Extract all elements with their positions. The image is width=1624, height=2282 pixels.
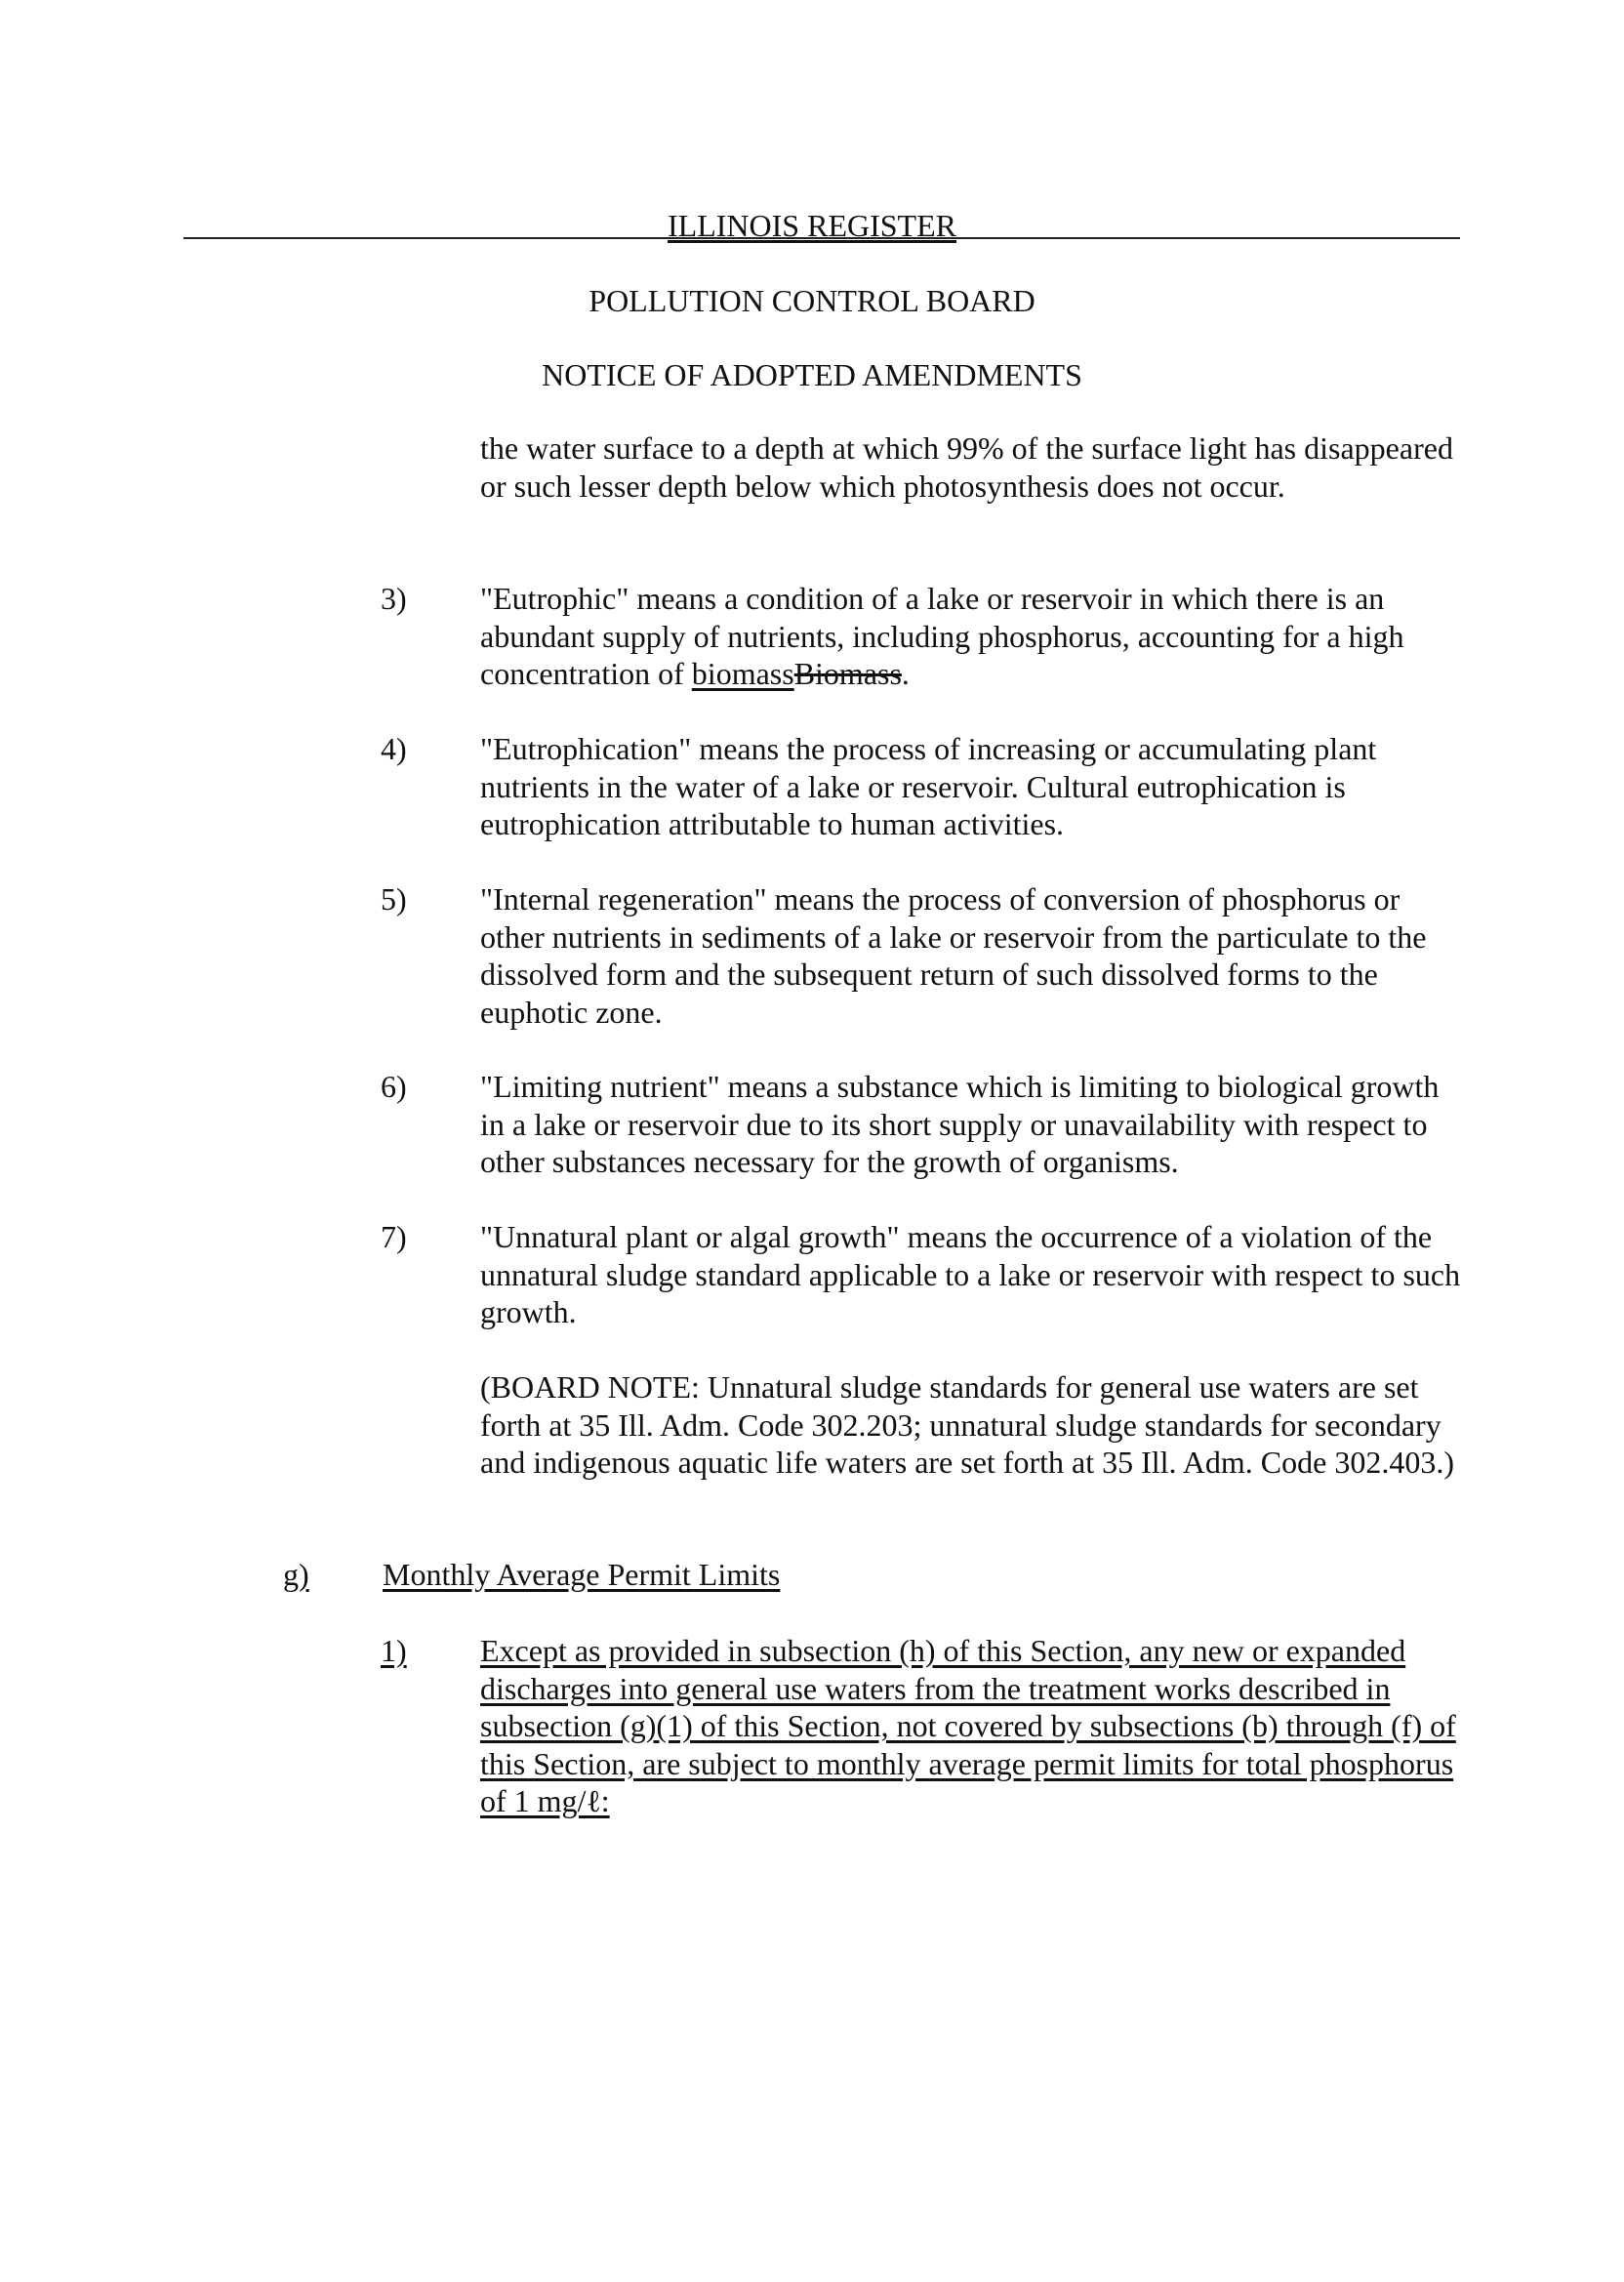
definition-eutrophic: [480, 580, 1466, 693]
definition-text: "Eutrophic" means a condition of a lake or reservoir in which there is an abundant supply of nutrients, including phosphorus, accounting for a high concentration of: [480, 581, 1404, 691]
inserted-text: biomass: [691, 656, 794, 691]
subsection-g-item-1: Except as provided in subsection (h) of this Section, any new or expanded discharges into general use waters from the treatment works described in subsection (g)(1) of this Section, not covered by subsections (b) through (f) of this Section, are subject to monthly average permit limits for total phosphorus of 1 mg/ℓ:: [480, 1633, 1456, 1818]
item-number: 6): [381, 1069, 407, 1104]
item-number: 3): [381, 581, 407, 616]
item-number: 7): [381, 1219, 407, 1254]
definition-limiting-nutrient: "Limiting nutrient" means a substance which is limiting to biological growth in a lake or reservoir due to its short supply or unavailability with respect to other substances necessary for the growth of organisms.: [480, 1069, 1440, 1179]
register-title: ILLINOIS REGISTER: [668, 208, 956, 243]
definition-eutrophication: "Eutrophication" means the process of increasing or accumulating plant nutrients in the water of a lake or reservoir. Cultural eutrophication is eutrophication attributable to human activities.: [480, 731, 1377, 841]
board-note: (BOARD NOTE: Unnatural sludge standards for general use waters are set forth at 35 Ill. Adm. Code 302.203; unnatural sludge standards for secondary and indigenous aquatic life waters are set forth at 35 Ill. Adm. Code 302.403.): [480, 1369, 1454, 1480]
subsection-label: g): [283, 1557, 309, 1592]
continuation-paragraph: the water surface to a depth at which 99% of the surface light has disappeared or such lesser depth below which photosynthesis does not occur.: [480, 430, 1453, 504]
definition-internal-regeneration: "Internal regeneration" means the process of conversion of phosphorus or other nutrients in sediments of a lake or reservoir from the particulate to the dissolved form and the subsequent return of such dissolved forms to the euphotic zone.: [480, 881, 1427, 1030]
notice-heading: NOTICE OF ADOPTED AMENDMENTS: [542, 357, 1082, 392]
item-number: 4): [381, 731, 407, 766]
item-number: 5): [381, 881, 407, 917]
header-rule: [183, 237, 1460, 239]
board-heading: POLLUTION CONTROL BOARD: [589, 283, 1035, 318]
deleted-text: Biomass: [793, 656, 902, 691]
definition-unnatural-growth: "Unnatural plant or algal growth" means the occurrence of a violation of the unnatural sludge standard applicable to a lake or reservoir with respect to such growth.: [480, 1219, 1461, 1329]
subsection-title: Monthly Average Permit Limits: [383, 1557, 781, 1592]
item-number: 1): [381, 1633, 407, 1668]
definition-text-end: .: [901, 656, 910, 691]
